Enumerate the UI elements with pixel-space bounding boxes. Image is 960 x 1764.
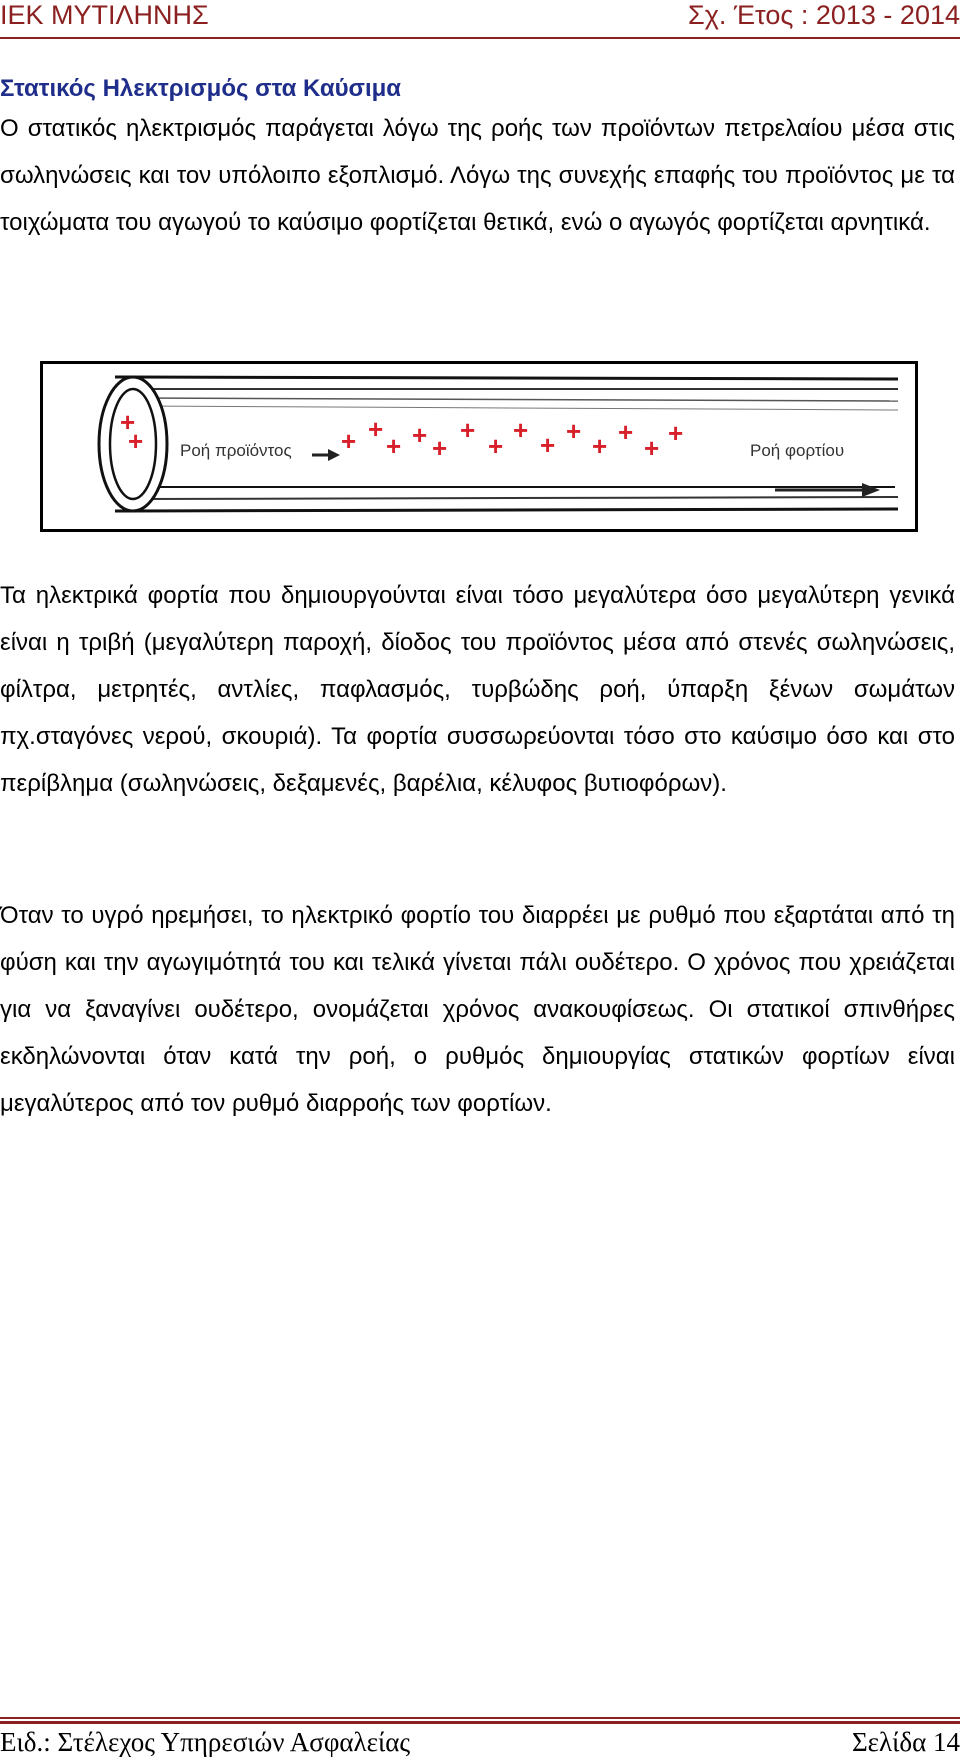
- label-charge-flow: Ροή φορτίου: [750, 441, 845, 460]
- pipe-outer-top: [115, 377, 898, 379]
- charge-plus: +: [668, 418, 684, 448]
- charge-plus: +: [618, 417, 634, 447]
- header-rule: [0, 37, 960, 39]
- charge-plus: +: [128, 426, 144, 456]
- footer-rule: [0, 1717, 960, 1719]
- charge-plus: +: [513, 415, 529, 445]
- charge-plus: +: [412, 420, 428, 450]
- pipe-static-charge-diagram: [40, 361, 918, 532]
- page-header: [0, 0, 960, 40]
- pipe-outer-bottom: [115, 509, 898, 511]
- section-title: Στατικός Ηλεκτρισμός στα Καύσιμα: [0, 75, 402, 102]
- charge-plus: +: [644, 433, 660, 463]
- footer-rule: [0, 1721, 960, 1724]
- paragraph-intro: Ο στατικός ηλεκτρισμός παράγεται λόγω της ροής των προϊόντων πετρελαίου μέσα στις σωληνώσεις και τον υπόλοιπο εξοπλισμό. Λόγω της συνεχής επαφής του προϊόντος με τα τοιχώματα του αγωγού το καύσιμο φορτίζεται θετικά, ενώ ο αγωγός φορτίζεται αρνητικά.: [0, 115, 955, 236]
- charge-plus: +: [120, 407, 136, 437]
- header-school-year: Σχ. Έτος : 2013 - 2014: [688, 0, 960, 30]
- charge-plus: +: [386, 431, 402, 461]
- charge-plus: +: [368, 414, 384, 444]
- charge-plus: +: [341, 426, 357, 456]
- header-institution: ΙΕΚ ΜΥΤΙΛΗΝΗΣ: [0, 0, 209, 30]
- footer-page-number: Σελίδα 14: [851, 1727, 960, 1757]
- footer-specialty: Ειδ.: Στέλεχος Υπηρεσιών Ασφαλείας: [0, 1727, 411, 1757]
- charge-plus: +: [460, 415, 476, 445]
- charge-plus: +: [566, 416, 582, 446]
- paragraph-relaxation: Όταν το υγρό ηρεμήσει, το ηλεκτρικό φορτίο του διαρρέει με ρυθμό που εξαρτάται από τη φύση και την αγωγιμότητά του και τελικά γίνεται πάλι ουδέτερο. Ο χρόνος που χρειάζεται για να ξαναγίνει ουδέτερο, ονομάζεται χρόνος ανακουφίσεως. Οι στατικοί σπινθήρες εκδηλώνονται όταν κατά την ροή, ο ρυθμός δημιουργίας στατικών φορτίων είναι μεγαλύτερος από τον ρυθμό διαρροής των φορτίων.: [0, 902, 955, 1117]
- charge-plus: +: [540, 430, 556, 460]
- charge-plus: +: [488, 431, 504, 461]
- paragraph-charges: Τα ηλεκτρικά φορτία που δημιουργούνται είναι τόσο μεγαλύτερα όσο μεγαλύτερη γενικά είναι η τριβή (μεγαλύτερη παροχή, δίοδος του προϊόντος μέσα από στενές σωληνώσεις, φίλτρα, μετρητές, αντλίες, παφλασμός, τυρβώδης ροή, ύπαρξη ξένων σωμάτων πχ.σταγόνες νερού, σκουριά). Τα φορτία συσσωρεύονται τόσο στο καύσιμο όσο και στο περίβλημα (σωληνώσεις, δεξαμενές, βαρέλια, κέλυφος βυτιοφόρων).: [0, 582, 955, 797]
- charge-plus: +: [432, 433, 448, 463]
- charge-plus: +: [592, 431, 608, 461]
- label-product-flow: Ροή προϊόντος: [180, 441, 292, 460]
